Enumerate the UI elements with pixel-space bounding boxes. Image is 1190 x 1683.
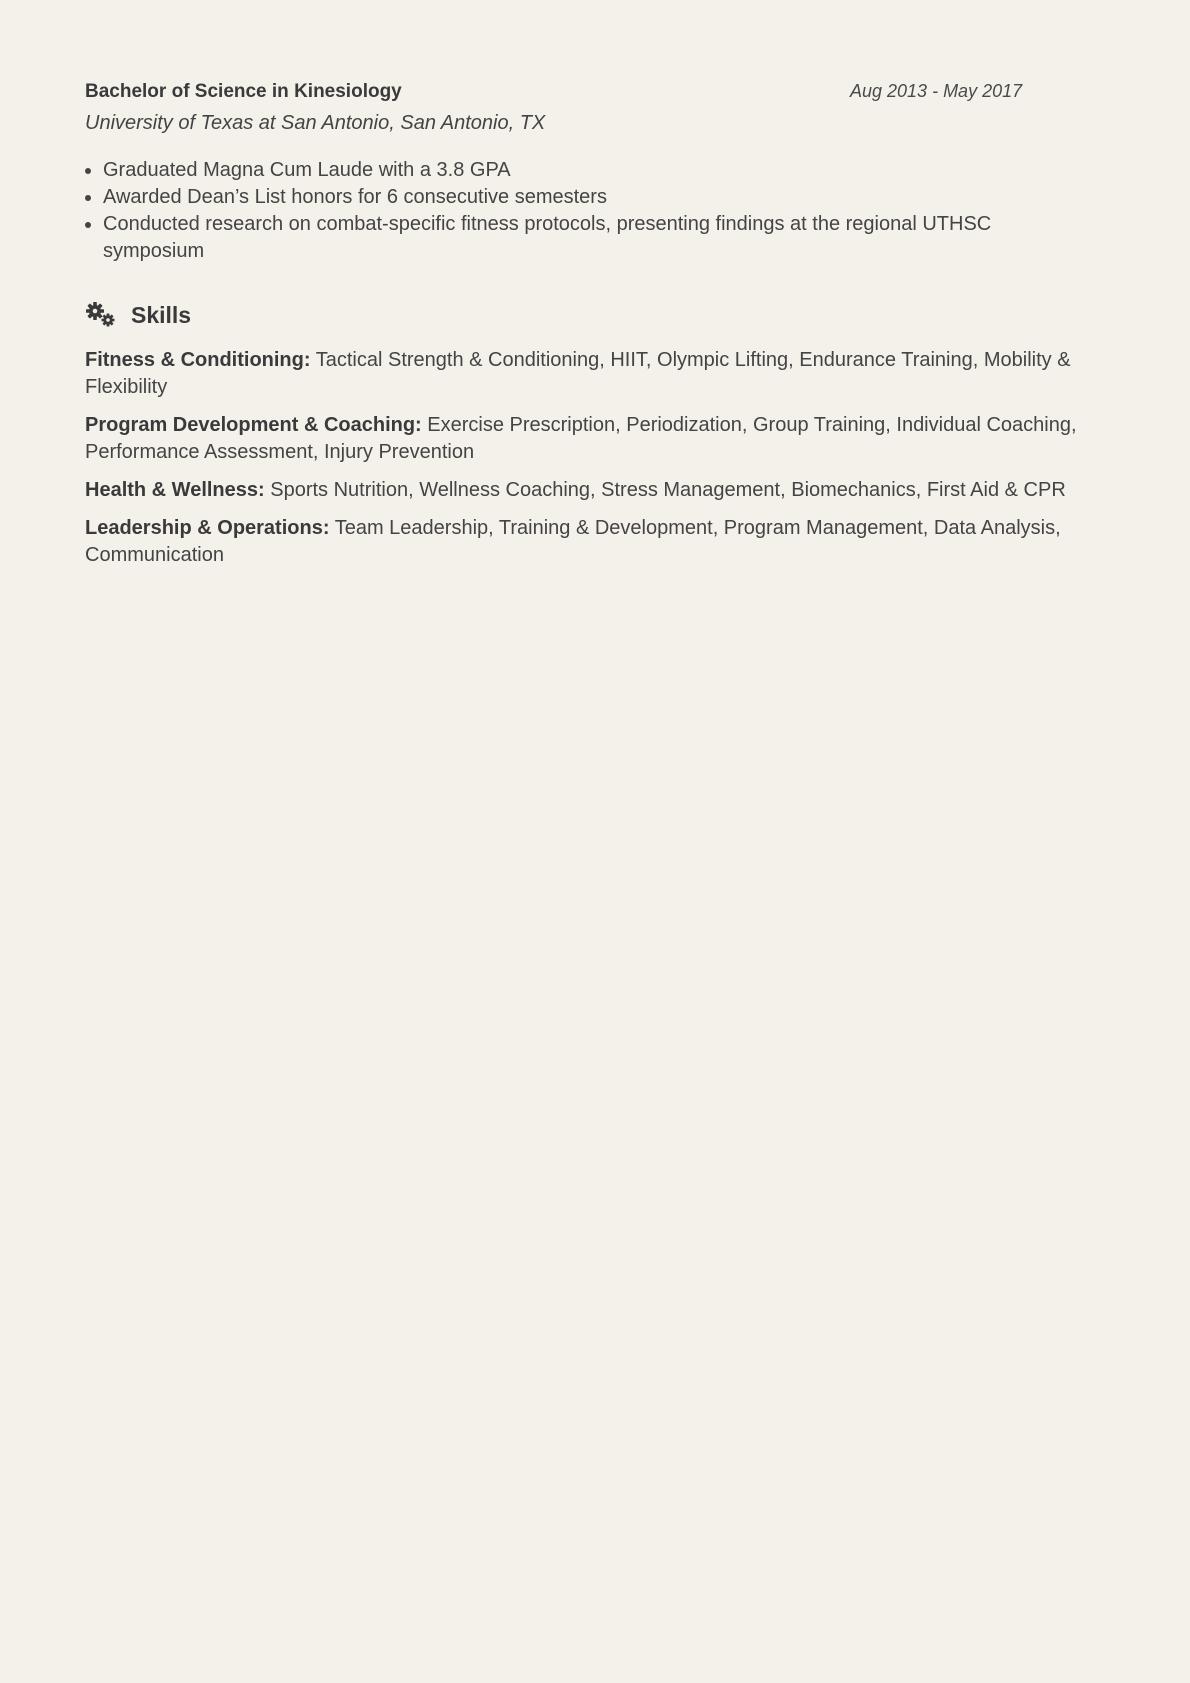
- section-title: Skills: [131, 301, 192, 328]
- skill-row: [85, 515, 1085, 569]
- skills-list: [85, 347, 1085, 569]
- skill-row: [85, 412, 1085, 466]
- school-name: University of Texas at San Antonio, San Antonio, TX: [85, 112, 546, 134]
- gears-icon: [85, 301, 117, 329]
- skills-section-header: [85, 299, 1085, 331]
- list-item: • Awarded Dean’s List honors for 6 consecutive semesters: [103, 184, 1085, 211]
- education-dates: Aug 2013 - May 2017: [850, 81, 1023, 101]
- skill-values: Sports Nutrition, Wellness Coaching, Stress Management, Biomechanics, First Aid & CPR: [270, 479, 1066, 501]
- list-item: • Conducted research on combat-specific fitness protocols, presenting findings at the regional UTHSC symposium: [103, 211, 1085, 265]
- resume-page: [85, 78, 1085, 569]
- skill-values: Exercise Prescription, Periodization, Group Training, Individual Coaching, Performance Assessment, Injury Prevention: [85, 414, 1077, 463]
- skill-category: Fitness & Conditioning:: [85, 349, 311, 371]
- education-bullets: [85, 157, 1085, 265]
- education-header: [85, 78, 1085, 110]
- degree-title: Bachelor of Science in Kinesiology: [85, 81, 402, 102]
- list-item: • Graduated Magna Cum Laude with a 3.8 GPA: [103, 157, 1085, 184]
- skill-category: Leadership & Operations:: [85, 517, 330, 539]
- skill-row: [85, 477, 1085, 504]
- education-entry: [85, 78, 1085, 265]
- skill-category: Program Development & Coaching:: [85, 414, 422, 436]
- skill-values: Tactical Strength & Conditioning, HIIT, Olympic Lifting, Endurance Training, Mobility & Flexibility: [85, 349, 1071, 398]
- skill-category: Health & Wellness:: [85, 479, 265, 501]
- skill-row: [85, 347, 1085, 401]
- skill-values: Team Leadership, Training & Development, Program Management, Data Analysis, Communication: [85, 517, 1061, 566]
